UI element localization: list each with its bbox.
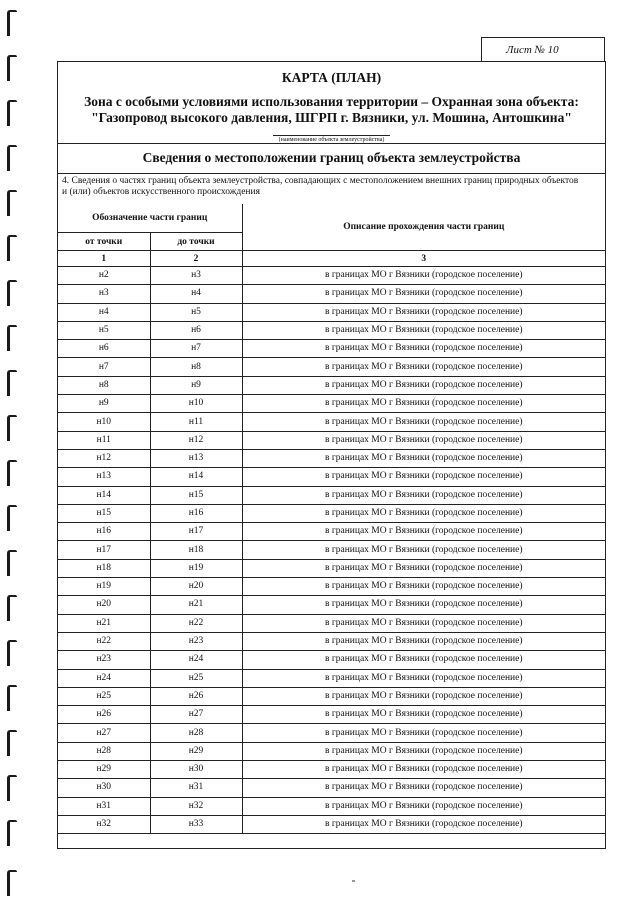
point-from-cell: н32 [58, 815, 150, 833]
binder-ring [7, 730, 17, 756]
point-to-cell: н18 [150, 541, 242, 559]
point-to-cell: н9 [150, 376, 242, 394]
point-from-cell: н21 [58, 614, 150, 632]
section-title: Сведения о местоположении границ объекта землеустройства [58, 143, 605, 174]
table-row [58, 724, 605, 742]
table-row [58, 395, 605, 413]
document-frame [57, 61, 606, 849]
table-row [58, 340, 605, 358]
table-row [58, 815, 605, 833]
col-to-header: до точки [150, 233, 242, 251]
description-cell: в границах МО г Вязники (городское поселение) [242, 797, 605, 815]
table-row [58, 632, 605, 650]
point-from-cell: н8 [58, 376, 150, 394]
description-cell: в границах МО г Вязники (городское поселение) [242, 431, 605, 449]
table-row [58, 431, 605, 449]
point-to-cell: н11 [150, 413, 242, 431]
description-cell: в границах МО г Вязники (городское поселение) [242, 632, 605, 650]
binder-ring [7, 820, 17, 846]
description-cell: в границах МО г Вязники (городское поселение) [242, 267, 605, 285]
description-cell: в границах МО г Вязники (городское поселение) [242, 376, 605, 394]
table-row [58, 376, 605, 394]
description-cell: в границах МО г Вязники (городское поселение) [242, 614, 605, 632]
point-to-cell: н4 [150, 285, 242, 303]
binder-edge [0, 0, 26, 905]
point-from-cell: н13 [58, 468, 150, 486]
section-note: 4. Сведения о частях границ объекта землеустройства, совпадающих с местоположением внешних границ природных объектов и (или) объектов искусственного происхождения [62, 176, 579, 197]
point-from-cell: н24 [58, 669, 150, 687]
point-to-cell: н23 [150, 632, 242, 650]
document-header [58, 62, 605, 144]
table-row [58, 779, 605, 797]
table-row [58, 413, 605, 431]
table-row [58, 358, 605, 376]
point-from-cell: н15 [58, 504, 150, 522]
point-from-cell: н16 [58, 523, 150, 541]
point-to-cell: н31 [150, 779, 242, 797]
point-from-cell: н25 [58, 687, 150, 705]
description-cell: в границах МО г Вязники (городское поселение) [242, 340, 605, 358]
table-row [58, 321, 605, 339]
binder-ring [7, 415, 17, 441]
binder-ring [7, 145, 17, 171]
description-cell: в границах МО г Вязники (городское поселение) [242, 303, 605, 321]
point-from-cell: н6 [58, 340, 150, 358]
description-cell: в границах МО г Вязники (городское поселение) [242, 285, 605, 303]
point-to-cell: н12 [150, 431, 242, 449]
description-cell: в границах МО г Вязники (городское поселение) [242, 504, 605, 522]
description-cell: в границах МО г Вязники (городское поселение) [242, 559, 605, 577]
col-num-2: 2 [150, 251, 242, 267]
point-to-cell: н16 [150, 504, 242, 522]
col-from-header: от точки [58, 233, 150, 251]
boundary-table [58, 204, 605, 834]
point-to-cell: н22 [150, 614, 242, 632]
point-from-cell: н17 [58, 541, 150, 559]
point-from-cell: н31 [58, 797, 150, 815]
description-cell: в границах МО г Вязники (городское поселение) [242, 815, 605, 833]
table-row [58, 486, 605, 504]
table-row [58, 706, 605, 724]
table-row [58, 449, 605, 467]
point-to-cell: н28 [150, 724, 242, 742]
point-from-cell: н29 [58, 761, 150, 779]
point-from-cell: н28 [58, 742, 150, 760]
binder-ring [7, 640, 17, 666]
description-cell: в границах МО г Вязники (городское поселение) [242, 413, 605, 431]
table-row [58, 504, 605, 522]
table-row [58, 578, 605, 596]
binder-ring [7, 460, 17, 486]
description-cell: в границах МО г Вязники (городское поселение) [242, 761, 605, 779]
point-from-cell: н18 [58, 559, 150, 577]
table-row [58, 797, 605, 815]
point-to-cell: н29 [150, 742, 242, 760]
table-row [58, 669, 605, 687]
table-row [58, 614, 605, 632]
point-from-cell: н3 [58, 285, 150, 303]
col-group-header: Обозначение части границ [58, 204, 242, 233]
description-cell: в границах МО г Вязники (городское поселение) [242, 669, 605, 687]
binder-ring [7, 595, 17, 621]
description-cell: в границах МО г Вязники (городское поселение) [242, 651, 605, 669]
point-to-cell: н19 [150, 559, 242, 577]
point-from-cell: н23 [58, 651, 150, 669]
point-from-cell: н30 [58, 779, 150, 797]
binder-ring [7, 550, 17, 576]
description-cell: в границах МО г Вязники (городское поселение) [242, 578, 605, 596]
table-row [58, 468, 605, 486]
description-cell: в границах МО г Вязники (городское поселение) [242, 486, 605, 504]
description-cell: в границах МО г Вязники (городское поселение) [242, 449, 605, 467]
scan-speck [352, 880, 355, 882]
table-row [58, 303, 605, 321]
binder-ring [7, 55, 17, 81]
point-to-cell: н14 [150, 468, 242, 486]
table-row [58, 541, 605, 559]
description-cell: в границах МО г Вязники (городское поселение) [242, 724, 605, 742]
table-row [58, 761, 605, 779]
table-row [58, 687, 605, 705]
binder-ring [7, 775, 17, 801]
description-cell: в границах МО г Вязники (городское поселение) [242, 541, 605, 559]
table-row [58, 651, 605, 669]
point-to-cell: н24 [150, 651, 242, 669]
sheet-number: Лист № 10 [481, 37, 605, 61]
point-from-cell: н22 [58, 632, 150, 650]
binder-ring [7, 685, 17, 711]
object-name: "Газопровод высокого давления, ШГРП г. Вязники, ул. Мошина, Антошкина" [91, 110, 572, 125]
point-from-cell: н2 [58, 267, 150, 285]
binder-ring [7, 190, 17, 216]
point-to-cell: н26 [150, 687, 242, 705]
point-from-cell: н14 [58, 486, 150, 504]
description-cell: в границах МО г Вязники (городское поселение) [242, 321, 605, 339]
point-to-cell: н10 [150, 395, 242, 413]
binder-ring [7, 100, 17, 126]
table-row [58, 596, 605, 614]
point-to-cell: н3 [150, 267, 242, 285]
point-to-cell: н20 [150, 578, 242, 596]
point-to-cell: н15 [150, 486, 242, 504]
zone-description: Зона с особыми условиями использования территории – Охранная зона объекта: [84, 94, 579, 109]
point-from-cell: н10 [58, 413, 150, 431]
binder-ring [7, 10, 17, 36]
point-from-cell: н12 [58, 449, 150, 467]
point-to-cell: н7 [150, 340, 242, 358]
point-from-cell: н9 [58, 395, 150, 413]
col-num-3: 3 [242, 251, 605, 267]
point-to-cell: н13 [150, 449, 242, 467]
point-to-cell: н6 [150, 321, 242, 339]
point-to-cell: н30 [150, 761, 242, 779]
binder-ring [7, 505, 17, 531]
point-from-cell: н5 [58, 321, 150, 339]
point-to-cell: н21 [150, 596, 242, 614]
point-from-cell: н27 [58, 724, 150, 742]
point-to-cell: н8 [150, 358, 242, 376]
col-desc-header: Описание прохождения части границ [242, 204, 605, 251]
table-row [58, 523, 605, 541]
col-num-1: 1 [58, 251, 150, 267]
description-cell: в границах МО г Вязники (городское поселение) [242, 706, 605, 724]
description-cell: в границах МО г Вязники (городское поселение) [242, 523, 605, 541]
point-to-cell: н17 [150, 523, 242, 541]
table-row [58, 285, 605, 303]
binder-ring [7, 370, 17, 396]
document-title: КАРТА (ПЛАН) [281, 70, 382, 85]
description-cell: в границах МО г Вязники (городское поселение) [242, 358, 605, 376]
description-cell: в границах МО г Вязники (городское поселение) [242, 395, 605, 413]
binder-ring [7, 870, 17, 896]
point-from-cell: н20 [58, 596, 150, 614]
point-to-cell: н25 [150, 669, 242, 687]
point-to-cell: н27 [150, 706, 242, 724]
point-from-cell: н26 [58, 706, 150, 724]
description-cell: в границах МО г Вязники (городское поселение) [242, 742, 605, 760]
point-from-cell: н7 [58, 358, 150, 376]
point-from-cell: н19 [58, 578, 150, 596]
binder-ring [7, 280, 17, 306]
description-cell: в границах МО г Вязники (городское поселение) [242, 687, 605, 705]
description-cell: в границах МО г Вязники (городское поселение) [242, 596, 605, 614]
table-row [58, 742, 605, 760]
point-from-cell: н4 [58, 303, 150, 321]
point-from-cell: н11 [58, 431, 150, 449]
table-row [58, 267, 605, 285]
object-name-caption: (наименование объекта землеустройства) [273, 135, 391, 145]
point-to-cell: н5 [150, 303, 242, 321]
binder-ring [7, 235, 17, 261]
point-to-cell: н33 [150, 815, 242, 833]
description-cell: в границах МО г Вязники (городское поселение) [242, 779, 605, 797]
description-cell: в границах МО г Вязники (городское поселение) [242, 468, 605, 486]
point-to-cell: н32 [150, 797, 242, 815]
binder-ring [7, 325, 17, 351]
table-row [58, 559, 605, 577]
